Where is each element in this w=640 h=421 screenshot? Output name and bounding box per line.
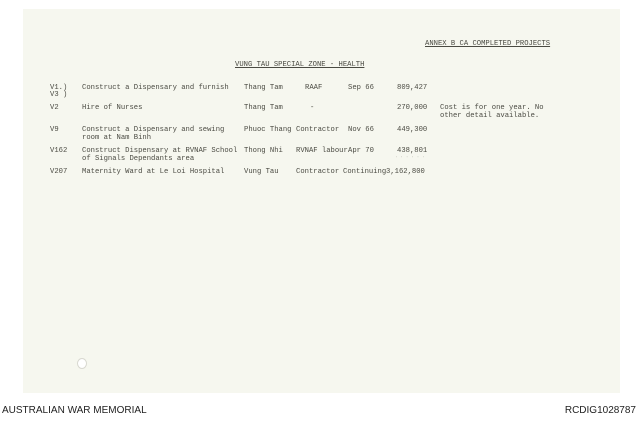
row-agency: RAAF — [305, 84, 323, 92]
row-description-2: of Signals Dependants area — [82, 155, 195, 163]
row-description: Maternity Ward at Le Loi Hospital — [82, 168, 225, 176]
row-ref: V1.) — [50, 84, 68, 92]
row-ref: V9 — [50, 126, 59, 134]
pencil-mark: · · · · · · — [395, 155, 425, 160]
row-cost: 449,300 — [397, 126, 428, 134]
row-location: Phuoc Thang — [244, 126, 292, 134]
row-location: Vung Tau — [244, 168, 279, 176]
row-agency: Contractor — [296, 126, 340, 134]
row-ref: V162 — [50, 147, 68, 155]
row-agency: - — [310, 104, 315, 112]
row-ref: V2 — [50, 104, 59, 112]
row-cost: 809,427 — [397, 84, 428, 92]
section-heading: VUNG TAU SPECIAL ZONE - HEALTH — [235, 61, 365, 69]
row-remarks-2: other detail available. — [440, 112, 540, 120]
annex-title: ANNEX B CA COMPLETED PROJECTS — [425, 40, 551, 48]
row-ref-2: V3 ) — [50, 91, 68, 99]
row-date: Apr 70 — [348, 147, 374, 155]
row-description: Construct a Dispensary and sewing — [82, 126, 225, 134]
row-agency: RVNAF labour — [296, 147, 348, 155]
row-description: Hire of Nurses — [82, 104, 143, 112]
document-page — [23, 9, 620, 393]
row-cost: 3,162,800 — [386, 168, 425, 176]
row-location: Thang Tam — [244, 84, 283, 92]
row-description: Construct Dispensary at RVNAF School — [82, 147, 238, 155]
row-remarks: Cost is for one year. No — [440, 104, 544, 112]
footer-id: RCDIG1028787 — [564, 405, 636, 416]
row-location: Thong Nhi — [244, 147, 283, 155]
row-location: Thang Tam — [244, 104, 283, 112]
punch-hole — [77, 358, 87, 369]
footer-source: AUSTRALIAN WAR MEMORIAL — [2, 405, 147, 416]
row-description-2: room at Nam Binh — [82, 134, 152, 142]
row-date: Sep 66 — [348, 84, 374, 92]
row-cost: 438,801 — [397, 147, 428, 155]
row-date: Nov 66 — [348, 126, 374, 134]
row-description: Construct a Dispensary and furnish — [82, 84, 229, 92]
row-ref: V207 — [50, 168, 68, 176]
row-cost: 270,000 — [397, 104, 428, 112]
row-date: Continuing — [343, 168, 387, 176]
row-agency: Contractor — [296, 168, 340, 176]
